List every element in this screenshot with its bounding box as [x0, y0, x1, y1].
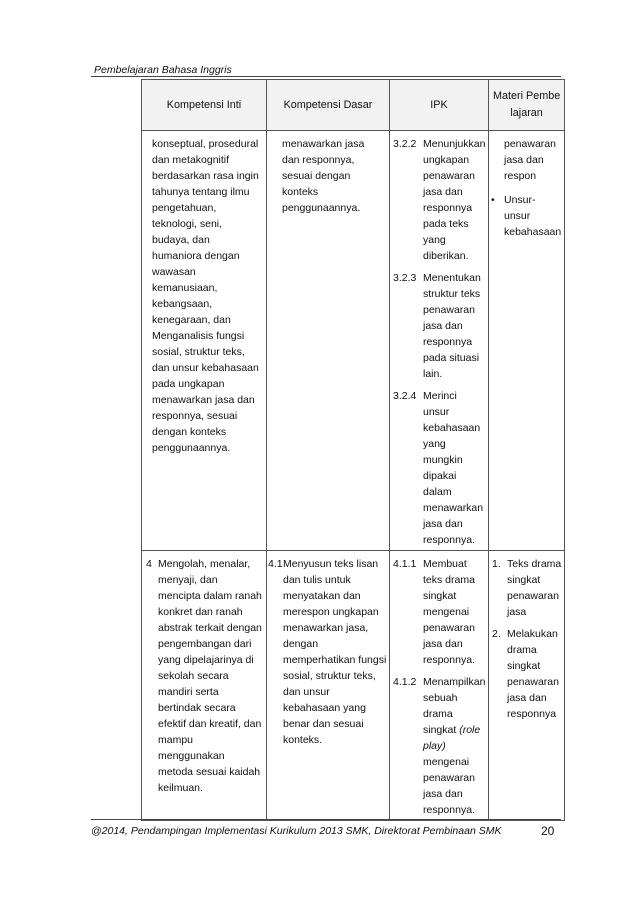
materi-cell	[489, 551, 565, 821]
header-divider	[91, 76, 561, 77]
column-header-ipk: IPK	[390, 80, 489, 131]
ipk-text: Menentukan struktur teks penawaran jasa dan responnya pada situasi lain.	[423, 272, 481, 380]
materi-number: 1.	[492, 558, 501, 570]
ipk-number: 3.2.4	[393, 390, 417, 402]
kd-number: 4.1	[268, 558, 283, 570]
kd-text: Menyusun teks lisan dan tulis untuk menyatakan dan merespon ungkapan menawarkan jasa, dengan memperhatikan fungsi sosial, struktur teks, dan unsur kebahasaan yang benar dan sesuai konteks.	[283, 558, 387, 746]
bullet-icon: •	[491, 194, 495, 206]
materi-text: Teks drama singkat penawaran jasa	[507, 558, 562, 618]
kd-cell	[267, 131, 390, 551]
ipk-number: 3.2.2	[393, 138, 417, 150]
ipk-number: 4.1.2	[393, 676, 417, 688]
ki-text: Mengolah, menalar, menyaji, dan mencipta dalam ranah konkret dan ranah abstrak terkait dengan pengembangan dari yang dipelajarinya di sekolah secara mandiri serta bertindak secara efektif dan kreatif, dan mampu menggunakan metoda sesuai kaidah keilmuan.	[158, 558, 262, 794]
running-header: Pembelajaran Bahasa Inggris	[94, 64, 232, 76]
ipk-number: 4.1.1	[393, 558, 417, 570]
competency-table	[141, 79, 565, 821]
ki-number: 4	[146, 558, 152, 570]
ipk-number: 3.2.3	[393, 272, 417, 284]
table-header-row	[142, 80, 565, 131]
ipk-item	[390, 388, 486, 548]
column-header-kompetensi-inti: Kompetensi Inti	[142, 80, 267, 131]
materi-bullet-list	[489, 192, 564, 240]
table-row	[142, 131, 565, 551]
list-item	[489, 556, 562, 620]
ipk-item	[390, 674, 486, 818]
ipk-cell	[390, 131, 489, 551]
materi-text: Melakukan drama singkat penawaran jasa dan responnya	[507, 628, 559, 720]
ipk-text: Merinci unsur kebahasaan yang mungkin dipakai dalam menawarkan jasa dan responnya.	[423, 390, 484, 546]
ki-cell	[142, 551, 267, 821]
ipk-item	[390, 556, 486, 668]
page-number: 20	[541, 824, 555, 838]
kd-text: menawarkan jasa dan responnya, sesuai dengan konteks penggunaannya.	[282, 138, 365, 214]
ipk-text-after: mengenai penawaran jasa dan responnya.	[423, 756, 475, 816]
ipk-item	[390, 270, 486, 382]
materi-number: 2.	[492, 628, 501, 640]
ipk-text-italic: (role play)	[423, 724, 481, 752]
list-item	[489, 626, 562, 722]
footer-divider	[91, 819, 561, 820]
footer-credit: @2014, Pendampingan Implementasi Kurikulum 2013 SMK, Direktorat Pembinaan SMK	[91, 825, 502, 837]
ipk-item	[390, 136, 486, 264]
ipk-text: Menunjukkan ungkapan penawaran jasa dan responnya pada teks yang diberikan.	[423, 138, 486, 262]
table-row	[142, 551, 565, 821]
list-item	[489, 192, 564, 240]
materi-header-label: Materi Pembelajaran	[493, 90, 561, 119]
ipk-text-mixed	[423, 674, 486, 818]
column-header-kompetensi-dasar: Kompetensi Dasar	[267, 80, 390, 131]
kd-cell	[267, 551, 390, 821]
ipk-cell	[390, 551, 489, 821]
materi-continued-text: penawaran jasa dan respon	[504, 138, 556, 182]
ipk-text: Membuat teks drama singkat mengenai penawaran jasa dan responnya.	[423, 558, 475, 666]
ki-cell	[142, 131, 267, 551]
ipk-text-before: Menampilkan sebuah drama singkat	[423, 676, 486, 736]
materi-cell	[489, 131, 565, 551]
column-header-materi	[489, 80, 565, 131]
ki-text: konseptual, prosedural dan metakognitif berdasarkan rasa ingin tahunya tentang ilmu pengetahuan, teknologi, seni, budaya, dan humaniora dengan wawasan kemanusiaan, kebangsaan, kenegaraan, dan Menganalisis fungsi sosial, struktur teks, dan unsur kebahasaan pada ungkapan menawarkan jasa dan responnya, sesuai dengan konteks penggunaannya.	[152, 138, 259, 454]
materi-bullet-text: Unsur-unsur kebahasaan	[504, 194, 562, 238]
